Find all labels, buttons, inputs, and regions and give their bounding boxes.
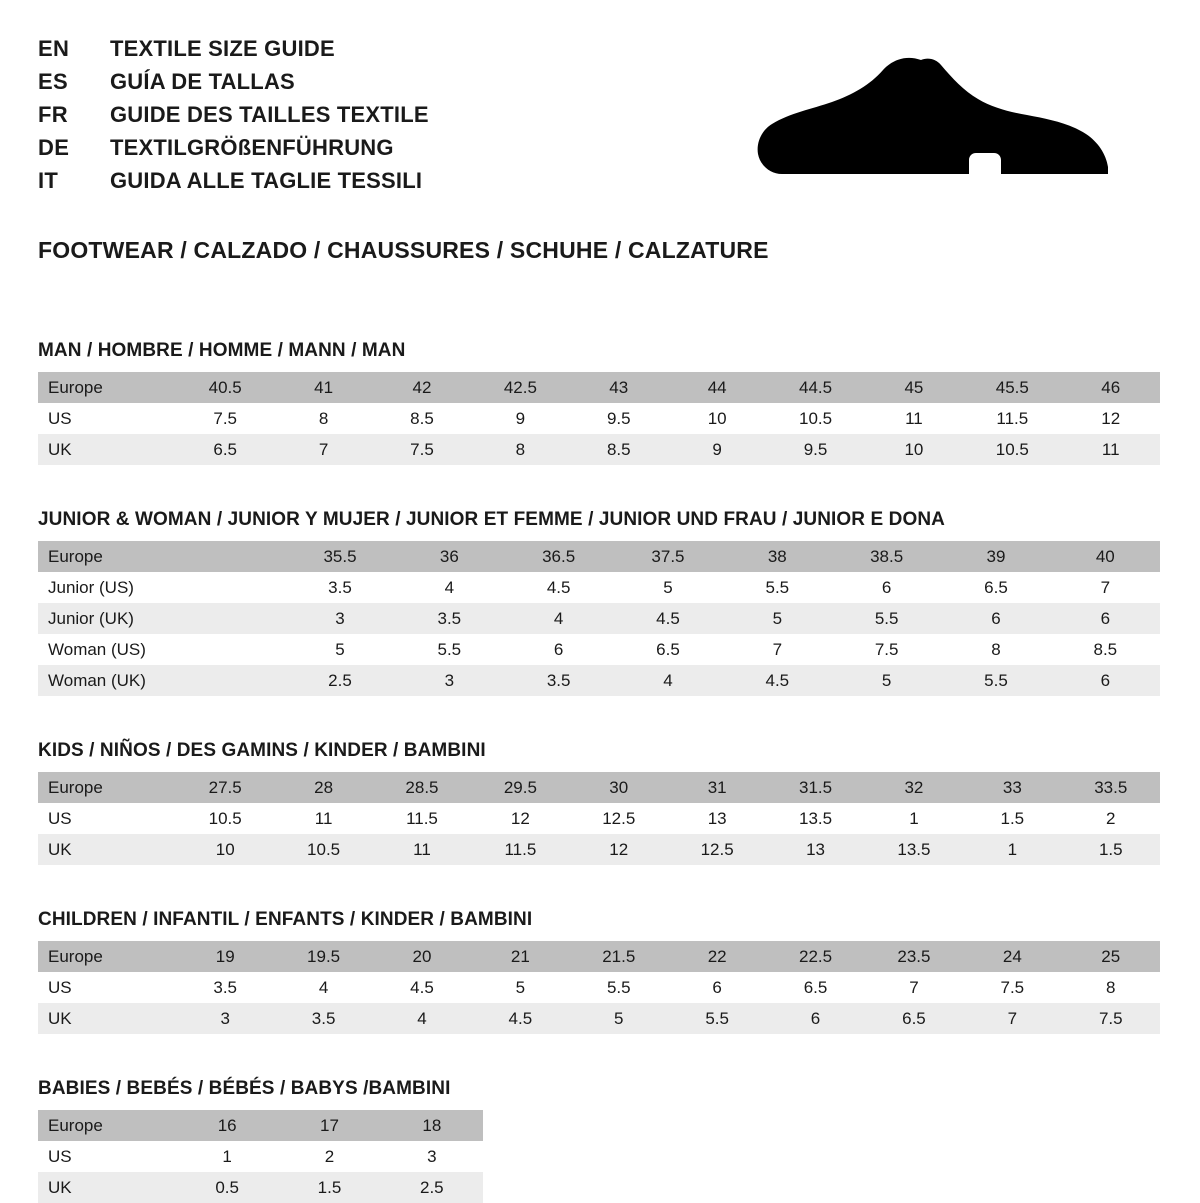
table-row <box>38 772 1160 803</box>
row-label: UK <box>38 834 176 865</box>
cell: 38 <box>723 541 832 572</box>
cell: 21.5 <box>570 941 668 972</box>
cell: 6.5 <box>613 634 722 665</box>
cell: 22 <box>668 941 766 972</box>
cell: 7.5 <box>832 634 941 665</box>
language-title-list <box>38 36 429 201</box>
cell: 45 <box>865 372 963 403</box>
cell: 5.5 <box>723 572 832 603</box>
cell: 7 <box>1051 572 1160 603</box>
category-title: FOOTWEAR / CALZADO / CHAUSSURES / SCHUHE / CALZATURE <box>38 237 769 263</box>
cell: 29.5 <box>471 772 569 803</box>
cell: 2 <box>278 1141 380 1172</box>
section-junior-woman <box>38 509 1162 696</box>
cell: 12 <box>1062 403 1160 434</box>
cell: 37.5 <box>613 541 722 572</box>
cell: 44.5 <box>766 372 864 403</box>
language-title: GUÍA DE TALLAS <box>110 69 295 94</box>
dress-shoe-icon <box>752 54 1132 189</box>
cell: 42 <box>373 372 471 403</box>
cell: 5.5 <box>832 603 941 634</box>
cell: 8.5 <box>373 403 471 434</box>
table-row <box>38 572 1160 603</box>
cell: 7.5 <box>1062 1003 1160 1034</box>
cell: 12.5 <box>668 834 766 865</box>
cell: 5 <box>471 972 569 1003</box>
cell: 0.5 <box>176 1172 278 1203</box>
cell: 10.5 <box>766 403 864 434</box>
cell: 11 <box>373 834 471 865</box>
cell: 4.5 <box>504 572 613 603</box>
row-label: Europe <box>38 772 176 803</box>
cell: 6.5 <box>176 434 274 465</box>
cell: 18 <box>381 1110 483 1141</box>
table-row <box>38 803 1160 834</box>
cell: 40 <box>1051 541 1160 572</box>
size-table-kids <box>38 772 1160 865</box>
cell: 9.5 <box>570 403 668 434</box>
table-row <box>38 1003 1160 1034</box>
cell: 41 <box>274 372 372 403</box>
row-label: US <box>38 972 176 1003</box>
language-title: GUIDA ALLE TAGLIE TESSILI <box>110 168 423 193</box>
cell: 36 <box>395 541 504 572</box>
cell: 5.5 <box>395 634 504 665</box>
cell: 36.5 <box>504 541 613 572</box>
section-title: KIDS / NIÑOS / DES GAMINS / KINDER / BAMBINI <box>38 740 486 761</box>
cell: 2.5 <box>285 665 394 696</box>
cell: 8 <box>1062 972 1160 1003</box>
cell: 10.5 <box>963 434 1061 465</box>
cell: 9 <box>471 403 569 434</box>
size-table-man <box>38 372 1160 465</box>
cell <box>176 634 285 665</box>
cell: 12 <box>471 803 569 834</box>
table-row <box>38 403 1160 434</box>
cell: 4 <box>613 665 722 696</box>
cell: 7 <box>723 634 832 665</box>
language-row <box>38 102 429 135</box>
cell: 16 <box>176 1110 278 1141</box>
table-row <box>38 1172 483 1203</box>
cell: 33 <box>963 772 1061 803</box>
cell: 4.5 <box>373 972 471 1003</box>
table-row <box>38 634 1160 665</box>
cell: 8.5 <box>1051 634 1160 665</box>
cell: 1.5 <box>278 1172 380 1203</box>
cell: 42.5 <box>471 372 569 403</box>
row-label: Europe <box>38 941 176 972</box>
cell: 17 <box>278 1110 380 1141</box>
cell: 3.5 <box>285 572 394 603</box>
section-title: BABIES / BEBÉS / BÉBÉS / BABYS /BAMBINI <box>38 1078 451 1099</box>
cell: 13.5 <box>865 834 963 865</box>
cell: 11 <box>1062 434 1160 465</box>
cell: 6.5 <box>865 1003 963 1034</box>
cell: 7 <box>963 1003 1061 1034</box>
cell: 11 <box>865 403 963 434</box>
cell: 2 <box>1062 803 1160 834</box>
cell: 1.5 <box>1062 834 1160 865</box>
cell: 7.5 <box>963 972 1061 1003</box>
cell: 1.5 <box>963 803 1061 834</box>
row-label: UK <box>38 434 176 465</box>
cell: 13.5 <box>766 803 864 834</box>
cell: 7 <box>274 434 372 465</box>
table-row <box>38 434 1160 465</box>
language-code: FR <box>38 102 68 127</box>
section-kids <box>38 740 1162 865</box>
cell: 35.5 <box>285 541 394 572</box>
cell: 25 <box>1062 941 1160 972</box>
cell: 6 <box>1051 603 1160 634</box>
size-table-junior-woman <box>38 541 1160 696</box>
cell: 5 <box>285 634 394 665</box>
cell: 4.5 <box>613 603 722 634</box>
cell: 39 <box>941 541 1050 572</box>
cell: 4 <box>373 1003 471 1034</box>
cell: 45.5 <box>963 372 1061 403</box>
cell: 43 <box>570 372 668 403</box>
language-code: ES <box>38 69 68 94</box>
cell: 13 <box>766 834 864 865</box>
cell: 6.5 <box>941 572 1050 603</box>
table-row <box>38 1110 483 1141</box>
row-label: Junior (US) <box>38 572 176 603</box>
row-label: Europe <box>38 1110 176 1141</box>
cell: 6 <box>668 972 766 1003</box>
table-row <box>38 941 1160 972</box>
section-man <box>38 340 1162 465</box>
cell <box>176 572 285 603</box>
cell: 11.5 <box>471 834 569 865</box>
cell: 12 <box>570 834 668 865</box>
cell: 6 <box>766 1003 864 1034</box>
cell: 1 <box>963 834 1061 865</box>
section-children <box>38 909 1162 1034</box>
language-row <box>38 168 429 201</box>
cell: 7.5 <box>176 403 274 434</box>
language-row <box>38 135 429 168</box>
row-label: US <box>38 803 176 834</box>
cell: 4.5 <box>723 665 832 696</box>
cell: 33.5 <box>1062 772 1160 803</box>
row-label: Junior (UK) <box>38 603 176 634</box>
language-title: TEXTILE SIZE GUIDE <box>110 36 335 61</box>
cell: 46 <box>1062 372 1160 403</box>
language-title: GUIDE DES TAILLES TEXTILE <box>110 102 429 127</box>
cell: 10 <box>865 434 963 465</box>
cell: 4 <box>274 972 372 1003</box>
cell: 1 <box>176 1141 278 1172</box>
cell: 8 <box>941 634 1050 665</box>
cell: 13 <box>668 803 766 834</box>
row-label: UK <box>38 1003 176 1034</box>
cell <box>176 603 285 634</box>
cell: 6.5 <box>766 972 864 1003</box>
cell: 7.5 <box>373 434 471 465</box>
cell: 1 <box>865 803 963 834</box>
cell: 3 <box>285 603 394 634</box>
cell: 6 <box>504 634 613 665</box>
cell: 24 <box>963 941 1061 972</box>
size-table-children <box>38 941 1160 1034</box>
language-title: TEXTILGRÖßENFÜHRUNG <box>110 135 394 160</box>
cell: 11.5 <box>373 803 471 834</box>
cell: 3 <box>381 1141 483 1172</box>
cell: 21 <box>471 941 569 972</box>
cell: 3.5 <box>274 1003 372 1034</box>
cell: 3.5 <box>395 603 504 634</box>
cell: 2.5 <box>381 1172 483 1203</box>
section-title: MAN / HOMBRE / HOMME / MANN / MAN <box>38 340 406 361</box>
cell <box>176 665 285 696</box>
cell: 31.5 <box>766 772 864 803</box>
row-label: US <box>38 403 176 434</box>
cell: 22.5 <box>766 941 864 972</box>
cell: 8 <box>274 403 372 434</box>
cell: 19 <box>176 941 274 972</box>
row-label: Europe <box>38 372 176 403</box>
cell: 19.5 <box>274 941 372 972</box>
table-row <box>38 972 1160 1003</box>
cell: 5.5 <box>570 972 668 1003</box>
cell: 31 <box>668 772 766 803</box>
cell: 28.5 <box>373 772 471 803</box>
section-babies <box>38 1078 1162 1203</box>
cell: 11 <box>274 803 372 834</box>
row-label: Europe <box>38 541 176 572</box>
cell: 8.5 <box>570 434 668 465</box>
cell: 5.5 <box>668 1003 766 1034</box>
table-row <box>38 1141 483 1172</box>
cell: 11.5 <box>963 403 1061 434</box>
size-table-babies <box>38 1110 483 1203</box>
cell: 5 <box>613 572 722 603</box>
cell: 4.5 <box>471 1003 569 1034</box>
table-row <box>38 541 1160 572</box>
cell: 10.5 <box>176 803 274 834</box>
cell: 5 <box>723 603 832 634</box>
section-title: CHILDREN / INFANTIL / ENFANTS / KINDER / BAMBINI <box>38 909 533 930</box>
cell: 8 <box>471 434 569 465</box>
row-label: US <box>38 1141 176 1172</box>
cell: 44 <box>668 372 766 403</box>
cell: 10 <box>668 403 766 434</box>
table-row <box>38 665 1160 696</box>
cell: 40.5 <box>176 372 274 403</box>
cell: 6 <box>832 572 941 603</box>
cell: 3 <box>395 665 504 696</box>
language-row <box>38 69 429 102</box>
cell: 4 <box>395 572 504 603</box>
table-row <box>38 834 1160 865</box>
cell: 9 <box>668 434 766 465</box>
cell: 3.5 <box>176 972 274 1003</box>
cell: 4 <box>504 603 613 634</box>
language-code: EN <box>38 36 70 61</box>
language-row <box>38 36 429 69</box>
row-label: UK <box>38 1172 176 1203</box>
cell: 30 <box>570 772 668 803</box>
cell: 5.5 <box>941 665 1050 696</box>
table-row <box>38 603 1160 634</box>
cell: 28 <box>274 772 372 803</box>
cell: 10 <box>176 834 274 865</box>
cell: 5 <box>570 1003 668 1034</box>
cell: 32 <box>865 772 963 803</box>
cell: 10.5 <box>274 834 372 865</box>
cell: 6 <box>1051 665 1160 696</box>
cell: 9.5 <box>766 434 864 465</box>
cell: 3 <box>176 1003 274 1034</box>
cell: 6 <box>941 603 1050 634</box>
cell: 3.5 <box>504 665 613 696</box>
cell <box>176 541 285 572</box>
table-row <box>38 372 1160 403</box>
row-label: Woman (UK) <box>38 665 176 696</box>
cell: 27.5 <box>176 772 274 803</box>
language-code: IT <box>38 168 59 193</box>
cell: 23.5 <box>865 941 963 972</box>
language-code: DE <box>38 135 70 160</box>
cell: 7 <box>865 972 963 1003</box>
cell: 20 <box>373 941 471 972</box>
cell: 5 <box>832 665 941 696</box>
cell: 12.5 <box>570 803 668 834</box>
page-header <box>38 30 1162 201</box>
cell: 38.5 <box>832 541 941 572</box>
section-title: JUNIOR & WOMAN / JUNIOR Y MUJER / JUNIOR ET FEMME / JUNIOR UND FRAU / JUNIOR E DONA <box>38 509 946 530</box>
row-label: Woman (US) <box>38 634 176 665</box>
